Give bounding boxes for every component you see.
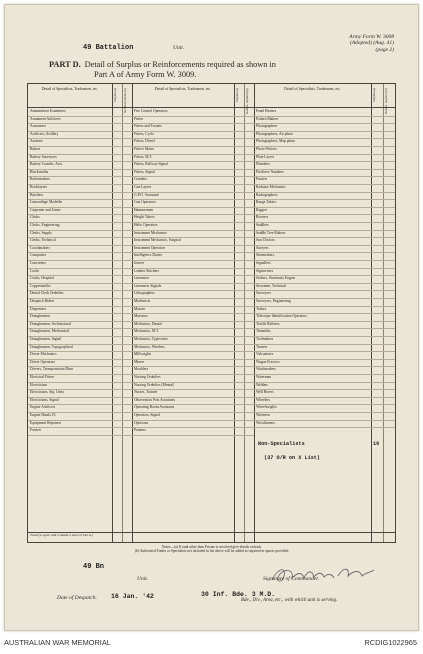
footer-unit-label: Unit. [137,576,149,582]
brigade-label: Bde., Div., Area, etc., with which unit is serving. [241,598,338,603]
list-item: Instrument Mechanics, Surgical [134,238,181,243]
list-item: Driver Operators [30,359,56,364]
list-item: Clerks, Technical [30,238,56,243]
list-item: Joiners [134,261,145,265]
part-label: PART D. [49,60,81,69]
list-item: Sawyers [256,245,269,250]
archive-id: RCDIG1022965 [364,638,417,647]
row-divider [254,427,395,428]
title-line-1: Detail of Surplus or Reinforcements required as shown in [84,60,276,69]
list-item: Pattern Makers [256,116,279,121]
list-item: Signallers [256,261,271,265]
list-item: Instrument Operators [134,245,166,250]
row-divider [132,260,254,261]
list-item: Masseurs [134,314,148,319]
list-item: Fitters, Signal [134,169,155,174]
row-divider [254,336,395,337]
col1-header: Detail of Specialists, Tradesmen, etc. [41,87,99,91]
list-item: Draughtsmen, Topographical [30,344,73,349]
list-item: Wiremen [256,413,270,417]
list-item: Blacksmiths [30,169,49,174]
col2-surplus-header: Surplus (a) [235,88,239,103]
row-divider [254,222,395,223]
notes [25,545,399,554]
list-item: Mechanics, Wireless [134,344,165,349]
non-specialists-value: 16 [373,441,380,447]
list-item: Fire Control Operators [134,109,168,113]
archive-footer [0,633,423,654]
archive-name: AUSTRALIAN WAR MEMORIAL [4,638,111,647]
non-specialists-note: (37 O/R on X List) [264,455,321,461]
row-divider [254,420,395,421]
list-item: Watchmakers [256,367,276,372]
list-item: Printers [256,177,268,182]
row-divider [254,207,395,208]
list-item: Textile Refiners [256,321,280,326]
list-item: Tailors [256,306,267,311]
list-item: Grinders [134,177,147,182]
date-value: 16 Jan. '42 [111,593,154,600]
list-item: Draughtsmen, Mechanical [30,329,69,334]
list-item: Waterman [256,375,272,379]
list-item: Butchers [30,192,44,197]
list-item: Linesmen [134,276,149,281]
list-item: Lithographers [134,291,155,296]
list-item: Linesmen, Signals [134,283,162,288]
col3-header: Detail of Specialists, Tradesmen, etc. [284,87,341,91]
list-item: Coppersmiths [30,283,51,288]
row-divider [132,306,254,307]
list-item: Vulcanisers [256,352,274,357]
note-line-2: (b) Authorised Trades or Specialists not included in list above will be added as required in spaces provided. [134,549,290,554]
row-divider [254,328,395,329]
col2-header: Detail of Specialists, Tradesmen, etc. [154,87,212,91]
row-divider [132,435,254,436]
list-item: Coachmakers [30,245,51,250]
row-divider [254,382,395,383]
col1-surplus-header: Surplus (a) [113,88,117,103]
list-item: Leather Stitchers [134,268,160,273]
list-item: Farriers [30,428,42,433]
form-reference [349,34,394,53]
list-item: Electricians [30,382,48,387]
list-item: Helio Operators [134,223,158,227]
row-divider [254,237,395,238]
list-item: Clerks, Engineering [30,223,60,227]
list-item: Height Takers [134,215,155,220]
list-item: Battery Comdrs. Asst. [30,162,63,167]
row-divider [254,412,395,413]
row-divider [254,268,395,269]
list-item: Draughtsmen, Signal [30,337,62,341]
list-item: Nursing Orderlies (Mental) [134,382,175,387]
list-item: Nurses, Trained [134,390,158,395]
list-item: Plate Layers [256,154,275,159]
list-item: Radiator Mechanics [256,185,286,189]
list-item: Engine Hands I/C [30,413,57,417]
list-item: Nursing Orderlies [134,375,161,379]
list-item: Signwriters [256,268,274,273]
list-item: Electrical Fitters [30,375,55,379]
list-item: Riveters [256,215,269,220]
list-item: Fitters [134,116,144,121]
row-divider [254,290,395,291]
list-item: Surveyors [256,291,271,296]
list-item: Clerks [30,215,40,220]
list-item: Woodturners [256,420,275,425]
list-item: Equipment Repairers [30,420,62,425]
non-specialists-label: Non-Specialists [258,441,305,447]
list-item: Mechanics, M.T. [134,329,159,334]
list-item: Fitters, M.T. [134,154,153,159]
list-item: Welders [256,382,268,387]
list-item: Boilermakers [30,177,50,182]
list-item: Toolmakers [256,337,274,341]
row-divider [254,351,395,352]
list-item: Draughtsmen [30,314,50,319]
list-item: Instrument Mechanics [134,230,167,235]
list-item: Hammermen [134,207,154,212]
row-divider [254,260,395,261]
list-item: Concreters [30,261,46,265]
signature-label: Signature of Commander. [263,576,320,582]
list-item: Mechanics, Typewriter [134,337,168,341]
list-item: Bricklayers [30,185,47,189]
part-title [49,60,276,69]
list-item: Computers [30,253,47,258]
row-divider [28,268,132,269]
list-item: Engine Artificers [30,405,56,410]
row-divider [132,275,254,276]
row-divider [132,298,254,299]
list-item: Shoemakers [256,253,275,258]
list-item: Battery Surveyors [30,154,57,159]
row-divider [254,154,395,155]
list-item: Ammunition Examiners [30,109,66,113]
col3-reinf-header: Reinfts. required (b) [384,88,388,114]
list-item: Miners [134,359,145,364]
unit-value: 49 Battalion [83,44,134,52]
list-item: Surveyors, Engineering [256,299,291,303]
row-divider [254,344,395,345]
list-item: Camouflage Modeller [30,200,63,205]
totals-label: Totals (to agree with Columns 5 and 6 of Part A.) [30,533,93,537]
list-item: Wagon Erectors [256,359,280,364]
row-divider [28,214,132,215]
list-item: Radiographers [256,192,278,197]
row-divider [254,306,395,307]
list-item: Photo-Writers [256,147,277,151]
list-item: Electricians, Signal [30,397,59,402]
row-divider [132,420,254,421]
list-item: Moulders [134,367,149,372]
list-item: Gun Layers [134,185,152,189]
row-divider [132,427,254,428]
row-divider [254,245,395,246]
list-item: Bakers [30,147,41,151]
list-item: Wheelwrights [256,405,277,410]
list-item: Telescope Identification Operators [256,314,307,319]
date-label: Date of Despatch. [57,595,97,601]
list-item: Fitters, Cycle [134,131,154,136]
list-item: Turners [256,344,268,349]
list-item: Riggers [256,207,268,212]
list-item: Dental Clerk Orderlies [30,291,64,296]
footer-unit-value: 49 Bn [83,563,105,571]
list-item: Observation Post Assistants [134,397,175,402]
list-item: Draughtsmen, Architectural [30,321,71,326]
list-item: Fitter's Mates [134,147,155,151]
list-item: Carpenter and Joiner [30,207,61,212]
list-item: Storemen, Technical [256,283,287,288]
form-sheet [4,4,419,631]
list-item: Cooks [30,268,40,273]
row-divider [132,313,254,314]
list-item: Photographers, Map photo [256,139,296,144]
row-divider [254,176,395,177]
row-divider [28,192,132,193]
list-item: Despatch Riders [30,299,55,303]
form-ref-line: (Adopted) (Aug. 41) [349,40,394,47]
row-divider [28,146,132,147]
brigade-value: 30 Inf. Bde. 3 M.D. [201,591,276,598]
list-item: Stokers, Stationary Engine [256,276,296,281]
row-divider [254,397,395,398]
col1-reinf-header: Reinforcements (b) [123,88,127,113]
list-item: Painters [134,428,146,433]
row-divider [132,116,254,117]
list-item: Well Borers [256,390,274,395]
list-item: Intelligence Duties [134,253,162,258]
list-item: Saddle Tree Makers [256,230,286,235]
list-item: Armament Artificers [30,116,61,121]
row-divider [254,389,395,390]
form-ref-line: (page 2) [375,46,394,53]
list-item: Plumbers [256,162,270,167]
row-divider [254,214,395,215]
list-item: Artificers, Artillery [30,131,59,136]
list-item: Operating Room Assistants [134,405,175,410]
commander-signature [268,564,378,586]
list-item: Range Takers [256,200,277,205]
list-item: Panel Beaters [256,109,277,113]
form-ref-line: Army Form W. 3008 [349,34,394,40]
specialists-table [27,83,396,543]
title-line-2: Part A of Army Form W. 3009. [94,70,197,79]
note-line-1: Notes—(a) If rank other than Private is involved give details on back. [161,545,263,549]
list-item: Electricians, Sig. Units [30,390,65,395]
row-divider [132,366,254,367]
list-item: Cooks, Hospital [30,276,54,281]
row-divider [254,252,395,253]
list-item: Wheelers [256,397,270,402]
list-item: Masons [134,306,146,311]
list-item: Clerks, Supply [30,230,52,235]
list-item: Armourers [30,124,46,129]
col3-surplus-header: Surplus (a) [372,88,376,103]
list-item: Saddlers [256,223,269,227]
unit-label: Unit. [173,45,185,51]
list-item: Fitters, Diesel [134,139,155,144]
list-item: Fitters and Turners [134,124,162,129]
list-item: Mechanics, Dental [134,321,162,326]
row-divider [254,374,395,375]
row-divider [28,138,132,139]
list-item: G.P.O. Assistants [134,192,160,197]
row-divider [254,161,395,162]
list-item: Operators, Signal [134,413,160,417]
list-item: Driver Mechanics [30,352,57,357]
list-item: Predictor Numbers [256,169,284,174]
list-item: Tinsmiths [256,329,271,334]
list-item: Photographers, Air photo [256,131,294,136]
list-item: Opticians [134,420,149,425]
list-item: Dispensers [30,306,47,311]
col2-reinf-header: Reinfts. required (b) [245,88,249,114]
list-item: Millwrights [134,352,152,357]
row-divider [132,359,254,360]
list-item: Machinists [134,299,151,303]
list-item: Photographers [256,124,278,129]
row-divider [28,427,132,428]
list-item: Drivers, Transportation Plant [30,367,73,372]
list-item: Saw Doctors [256,238,275,243]
list-item: Axemen [30,139,43,144]
row-divider [28,435,132,436]
list-item: Fitters, Railway Signal [134,162,168,167]
list-item: Gun Operators [134,200,156,205]
row-divider [132,176,254,177]
